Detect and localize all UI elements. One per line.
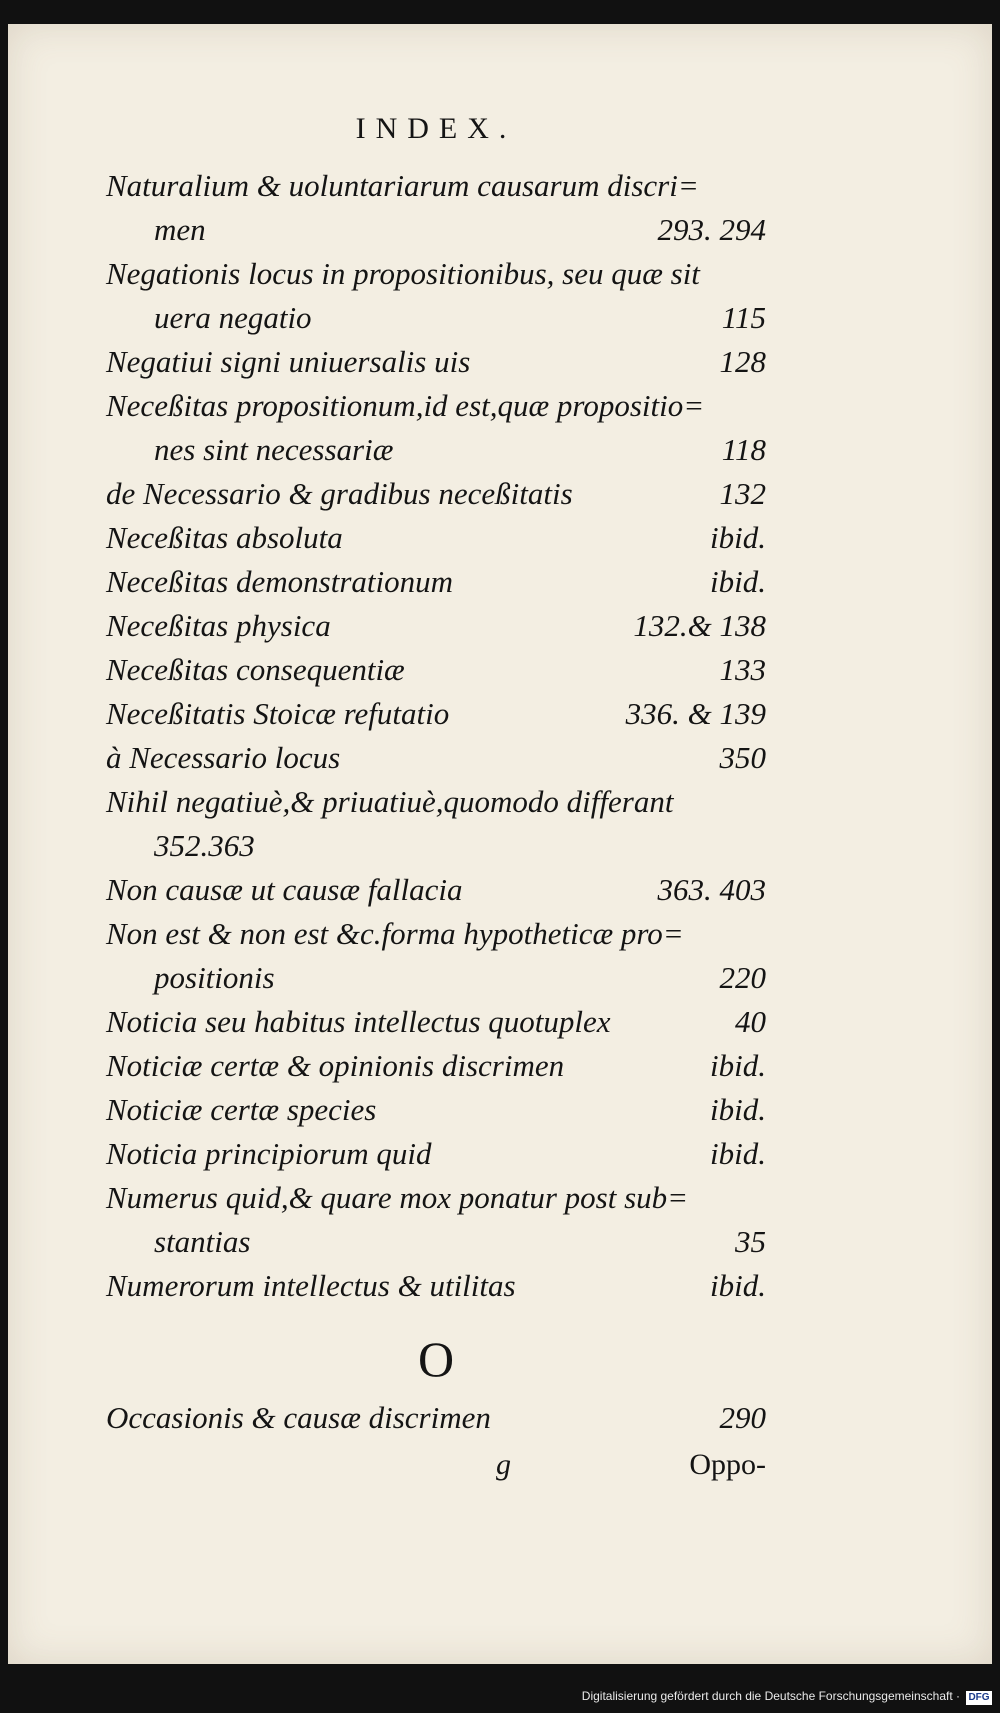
index-entries-o [106, 1396, 766, 1440]
index-entry [106, 1044, 766, 1088]
page-reference: ibid. [710, 1136, 766, 1171]
entry-text: positionis [154, 960, 275, 995]
index-entry [106, 1000, 766, 1044]
entry-line [106, 736, 766, 780]
page-reference: ibid. [710, 1268, 766, 1303]
entry-text: Neceßitas demonstrationum [106, 564, 453, 599]
entry-line [106, 1132, 766, 1176]
page-reference: 115 [721, 300, 766, 335]
index-entry [106, 648, 766, 692]
entry-text: men [154, 212, 206, 247]
entry-line [106, 1044, 766, 1088]
entry-line [106, 1176, 766, 1220]
page-reference: 220 [719, 960, 766, 995]
entry-continuation [106, 956, 766, 1000]
entry-text: stantias [154, 1224, 251, 1259]
entry-text: Noticiæ certæ species [106, 1092, 377, 1127]
index-entry [106, 384, 766, 472]
index-entry [106, 1176, 766, 1264]
entry-text: Negationis locus in propositionibus, seu quæ sit [106, 256, 700, 291]
entry-text: Nihil negatiuè,& priuatiuè,quomodo differant [106, 784, 674, 819]
entry-line [106, 1000, 766, 1044]
page-reference: 128 [719, 344, 766, 379]
entry-text: 352.363 [154, 828, 255, 863]
index-entry [106, 780, 766, 868]
entry-line [106, 1264, 766, 1308]
page-reference: ibid. [710, 520, 766, 555]
scanned-page [8, 24, 992, 1664]
entry-line [106, 516, 766, 560]
index-entry [106, 1132, 766, 1176]
page-reference: 293. 294 [657, 212, 766, 247]
index-text-block [106, 112, 766, 1482]
entry-text: Noticiæ certæ & opinionis discrimen [106, 1048, 565, 1083]
entry-text: Neceßitas propositionum,id est,quæ propositio= [106, 388, 705, 423]
page-footer [106, 1448, 766, 1482]
index-entry [106, 868, 766, 912]
entry-line [106, 780, 766, 824]
entry-text: de Necessario & gradibus neceßitatis [106, 476, 573, 511]
entry-text: uera negatio [154, 300, 312, 335]
entry-text: Noticia principiorum quid [106, 1136, 432, 1171]
entry-line [106, 868, 766, 912]
index-entry [106, 912, 766, 1000]
entry-text: Neceßitas physica [106, 608, 331, 643]
page-reference: 363. 403 [657, 872, 766, 907]
entry-text: Negatiui signi uniuersalis uis [106, 344, 471, 379]
page-reference: 40 [735, 1004, 766, 1039]
signature-mark: g [496, 1448, 511, 1481]
page-reference: 336. & 139 [625, 696, 766, 731]
entry-line [106, 1396, 766, 1440]
page-reference: 350 [719, 740, 766, 775]
entry-continuation [106, 824, 766, 868]
index-entry [106, 472, 766, 516]
entry-text: Neceßitatis Stoicæ refutatio [106, 696, 450, 731]
entry-line [106, 604, 766, 648]
entry-text: à Necessario locus [106, 740, 341, 775]
index-entry [106, 340, 766, 384]
page-heading: INDEX. [355, 112, 517, 145]
page-reference: ibid. [710, 1092, 766, 1127]
entry-continuation [106, 428, 766, 472]
entry-text: Numerus quid,& quare mox ponatur post sub= [106, 1180, 689, 1215]
section-letter: O [417, 1331, 455, 1387]
entry-line [106, 472, 766, 516]
catchword: Oppo- [689, 1448, 766, 1481]
entry-continuation [106, 296, 766, 340]
entry-text: Neceßitas absoluta [106, 520, 343, 555]
index-entry [106, 164, 766, 252]
entry-continuation [106, 1220, 766, 1264]
digitization-credit: Digitalisierung gefördert durch die Deutsche Forschungsgemeinschaft · [581, 1689, 960, 1703]
index-entry [106, 604, 766, 648]
entry-text: Non est & non est &c.forma hypotheticæ pro= [106, 916, 684, 951]
entry-text: Neceßitas consequentiæ [106, 652, 405, 687]
index-entry [106, 1396, 766, 1440]
index-entry [106, 516, 766, 560]
index-entry [106, 736, 766, 780]
index-entry [106, 252, 766, 340]
page-reference: 132 [719, 476, 766, 511]
entry-text: nes sint necessariæ [154, 432, 394, 467]
entry-text: Naturalium & uoluntariarum causarum discri= [106, 168, 699, 203]
page-reference: 35 [735, 1224, 766, 1259]
entry-text: Occasionis & causæ discrimen [106, 1400, 491, 1435]
entry-line [106, 384, 766, 428]
page-reference: ibid. [710, 1048, 766, 1083]
index-entry [106, 1264, 766, 1308]
entry-text: Non causæ ut causæ fallacia [106, 872, 463, 907]
index-entry [106, 1088, 766, 1132]
entry-continuation [106, 208, 766, 252]
index-entry [106, 560, 766, 604]
entry-line [106, 692, 766, 736]
entry-text: Numerorum intellectus & utilitas [106, 1268, 516, 1303]
entry-line [106, 1088, 766, 1132]
page-reference: 290 [719, 1400, 766, 1435]
entry-line [106, 252, 766, 296]
page-reference: 133 [719, 652, 766, 687]
index-entries [106, 164, 766, 1308]
entry-line [106, 912, 766, 956]
index-entry [106, 692, 766, 736]
page-reference: 132.& 138 [633, 608, 766, 643]
page-reference: 118 [721, 432, 766, 467]
entry-line [106, 560, 766, 604]
entry-line [106, 340, 766, 384]
page-reference: ibid. [710, 564, 766, 599]
entry-text: Noticia seu habitus intellectus quotuplex [106, 1004, 611, 1039]
entry-line [106, 648, 766, 692]
entry-line [106, 164, 766, 208]
dfg-logo: DFG [966, 1691, 992, 1705]
